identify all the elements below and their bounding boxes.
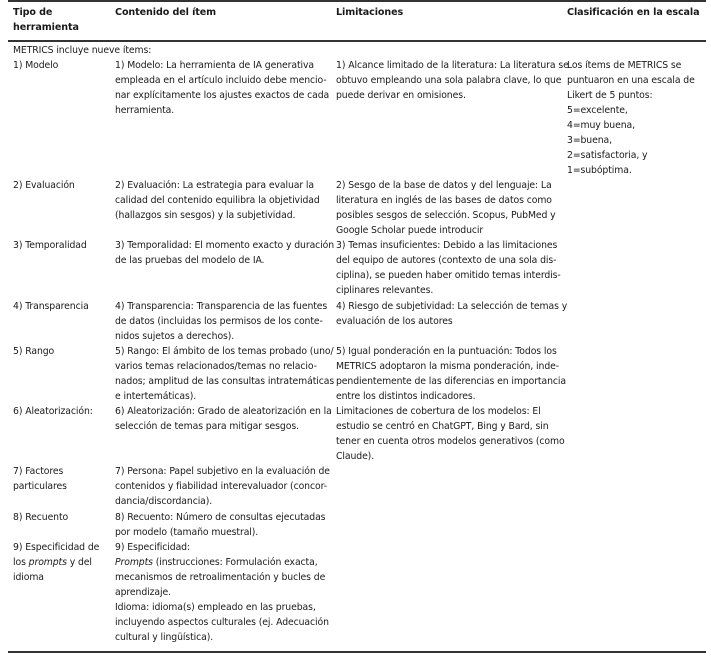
bottom-rule [8,651,706,653]
col1-row7: 7) Factores particulares [13,466,67,492]
col1-row5: 5) Rango [13,346,55,357]
header-col2: Contenido del ítem [115,7,217,18]
intro-text: METRICS incluye nueve ítems: [13,45,152,56]
col1-row9: 9) Especificidad de los prompts y del idioma [13,542,100,583]
col1-row8: 8) Recuento [13,512,69,523]
header-col3: Limitaciones [336,7,404,18]
col2-row3: 3) Temporalidad: El momento exacto y duración de las pruebas del modelo de IA. [115,240,335,266]
col1-row1: 1) Modelo [13,60,59,71]
col2-row5: 5) Rango: El ámbito de los temas probado (uno/ varios temas relacionados/temas no relacio- nados; amplitud de las consultas intratemáticas e intertemáticas). [115,346,335,402]
col1-row3: 3) Temporalidad [13,240,87,251]
col2-row6: 6) Aleatorización: Grado de aleatorización en la selección de temas para mitigar sesgos. [115,406,332,432]
col3-row6: Limitaciones de cobertura de los modelos: El estudio se centró en ChatGPT, Bing y Bard, sin tener en cuenta otros modelos generativos (como Claude). [336,406,565,462]
col2-row4: 4) Transparencia: Transparencia de las fuentes de datos (incluidas los permisos de los conte- nidos sujetos a derechos). [115,301,328,342]
col2-row9: 9) Especificidad: Prompts (instrucciones: Formulación exacta, mecanismos de retroalimentación y bucles de aprendizaje. Idioma: idioma(s) empleado en las pruebas, incluyendo aspectos culturales (ej. Adecuación cultural y lingüística). [115,542,329,643]
col2-row7: 7) Persona: Papel subjetivo en la evaluación de contenidos y fiabilidad interevaluador (concor- dancia/discordancia). [115,466,330,507]
col2-row8: 8) Recuento: Número de consultas ejecutadas por modelo (tamaño muestral). [115,512,326,538]
top-rule [8,0,706,2]
col3-row4: 4) Riesgo de subjetividad: La selección de temas y evaluación de los autores [336,301,568,327]
col1-row2: 2) Evaluación [13,180,75,191]
header-col1: Tipo de herramienta [13,7,79,33]
col1-row4: 4) Transparencia [13,301,89,312]
col3-row2: 2) Sesgo de la base de datos y del lenguaje: La literatura en inglés de las bases de datos como posibles sesgos de selección. Scopus, PubMed y Google Scholar puede introducir [336,180,556,236]
col3-row5: 5) Igual ponderación en la puntuación: Todos los METRICS adoptaron la misma ponderación, inde- pendientemente de las diferencias en importancia entre los distintos indicadores. [336,346,566,402]
header-rule [8,40,706,42]
col3-row1: 1) Alcance limitado de la literatura: La literatura se obtuvo empleando una sola palabra clave, lo que puede derivar en omisiones. [336,60,569,101]
header-col4: Clasificación en la escala [567,7,700,18]
col2-row2: 2) Evaluación: La estrategia para evaluar la calidad del contenido equilibra la objetividad (hallazgos sin sesgos) y la subjetividad. [115,180,320,221]
col2-row1: 1) Modelo: La herramienta de IA generativa empleada en el artículo incluido debe mencio- nar explícitamente los ajustes exactos de cada herramienta. [115,60,330,116]
col1-row6: 6) Aleatorización: [13,406,93,417]
col3-row3: 3) Temas insuficientes: Debido a las limitaciones del equipo de autores (contexto de una sola dis- ciplina), se pueden haber omitido temas interdis- ciplinares relevantes. [336,240,561,296]
col4-scale-text: Los ítems de METRICS se puntuaron en una escala de Likert de 5 puntos: 5=excelente, 4=muy buena, 3=buena, 2=satisfactoria, y 1=subóptima. [567,60,695,176]
